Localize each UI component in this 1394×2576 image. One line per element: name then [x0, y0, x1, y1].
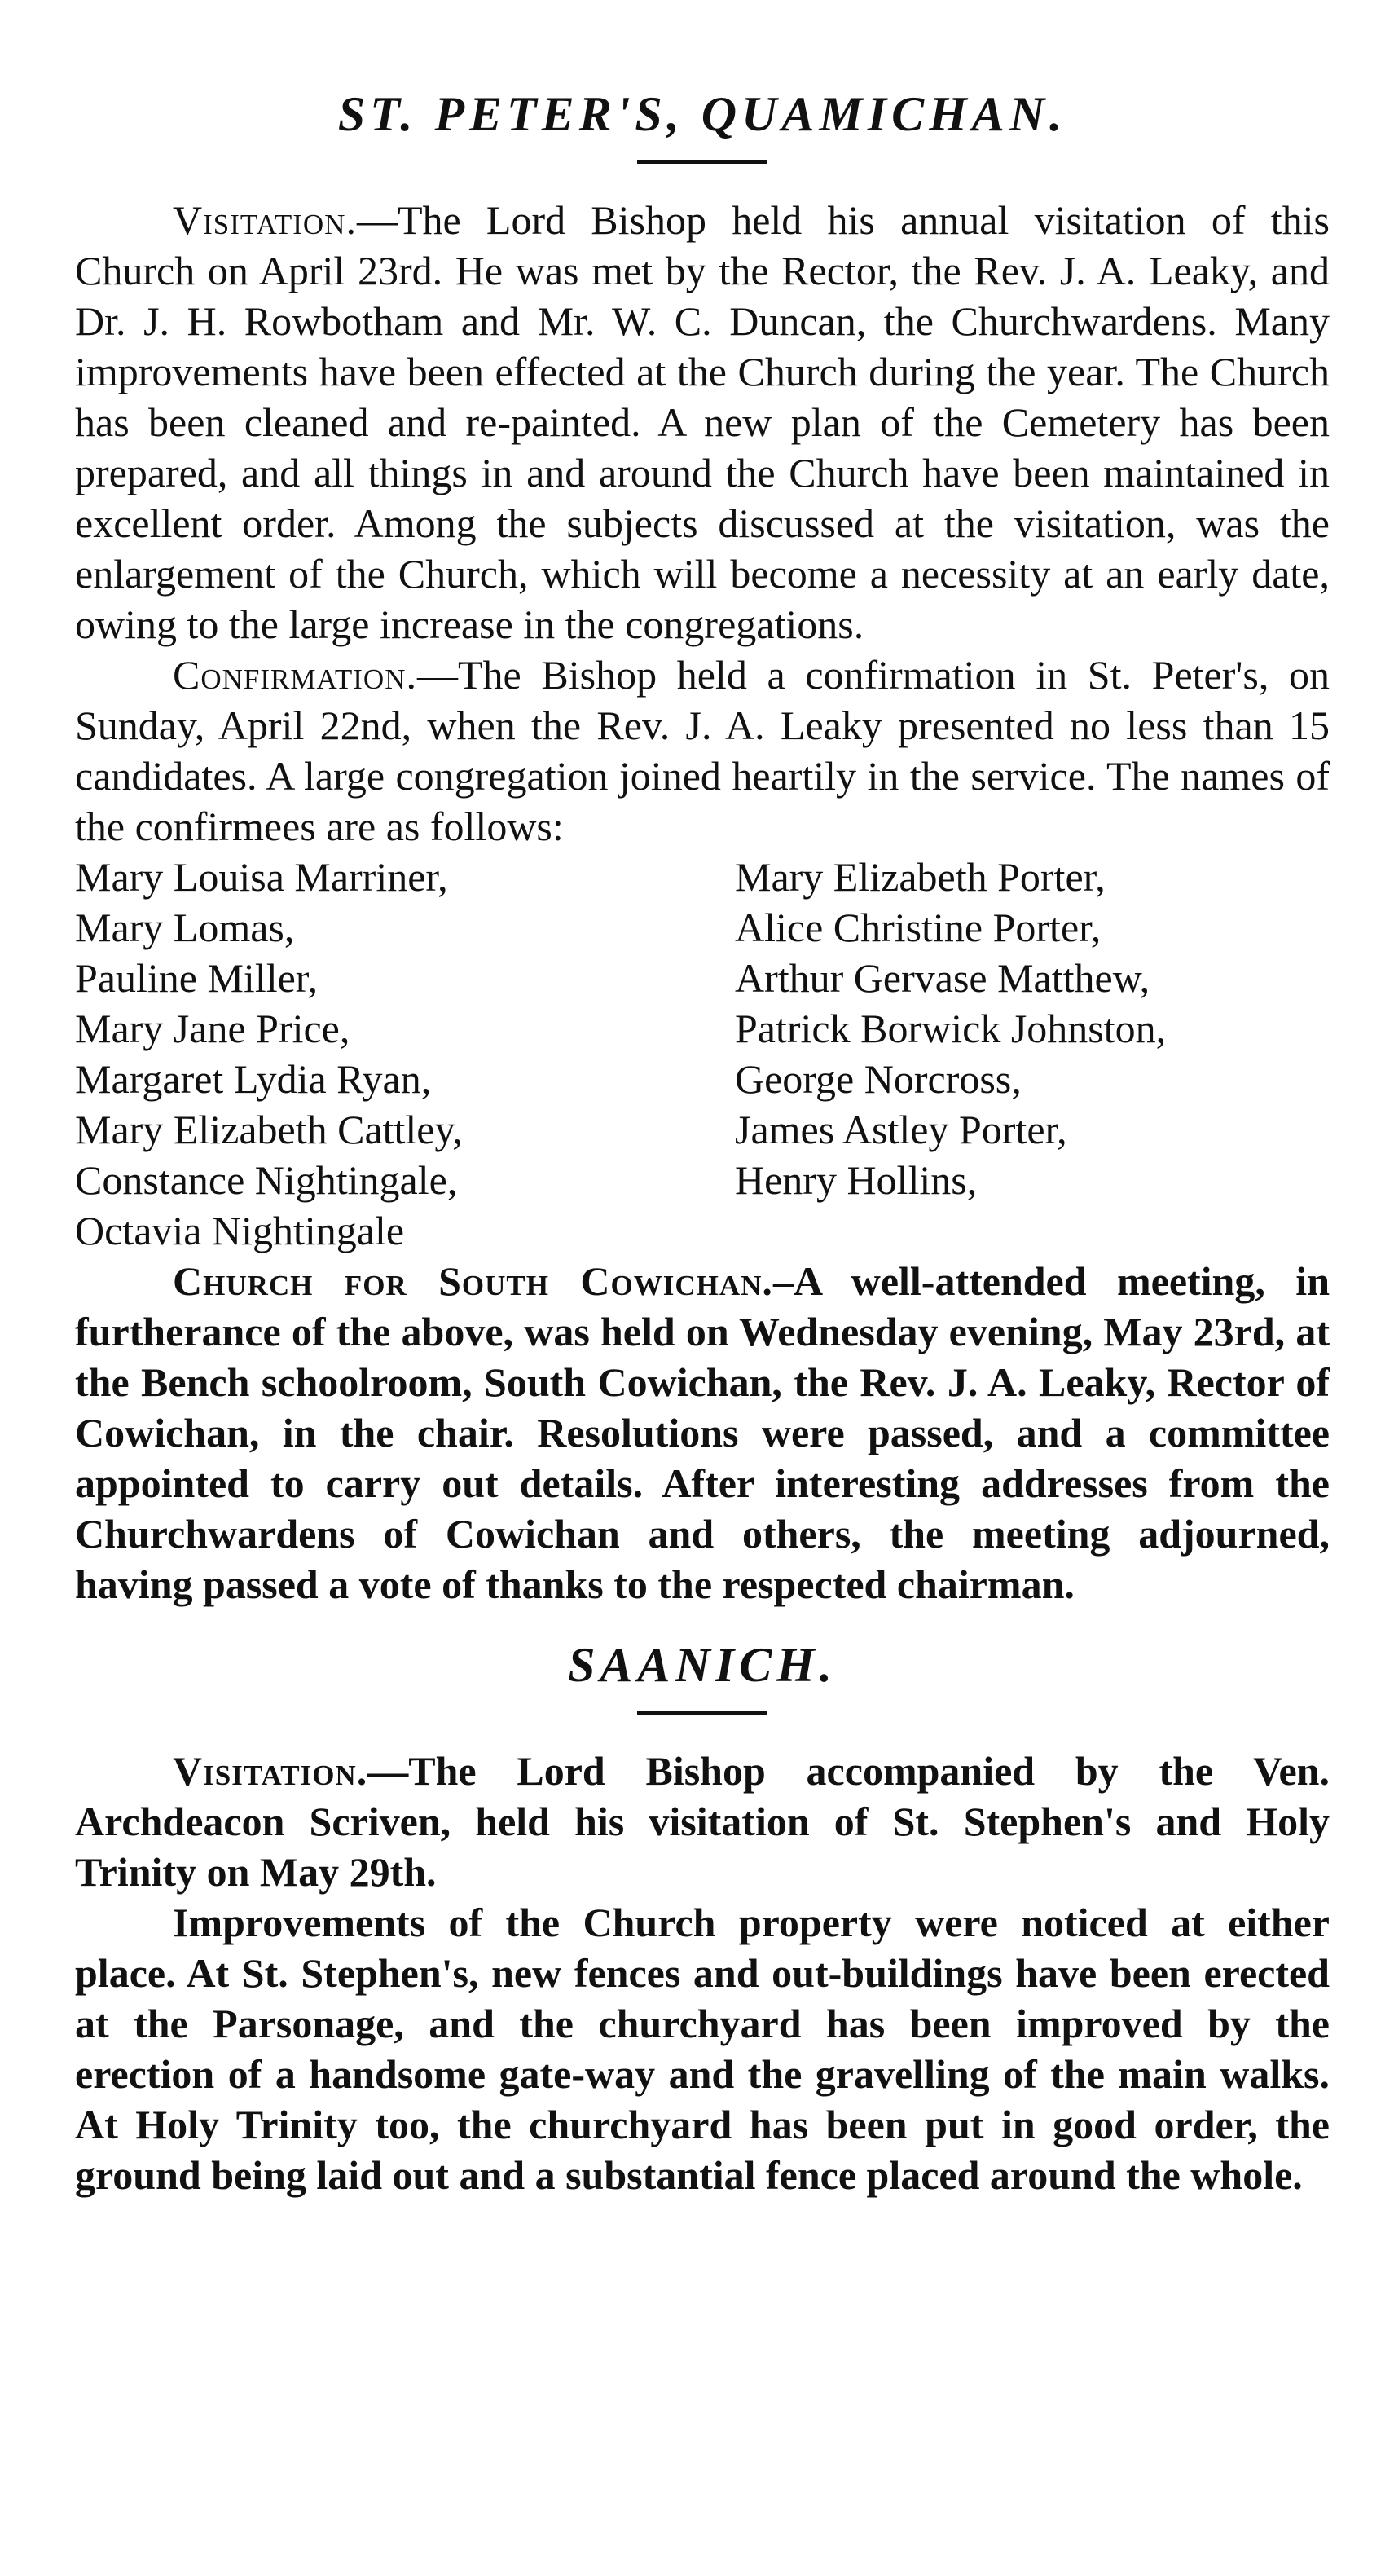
- visitation-text: —The Lord Bishop held his annual visitation of this Church on April 23rd. He was met by the Rector, the Rev. J. A. Leaky, and Dr. J. H. Rowbotham and Mr. W. C. Duncan, the Churchwardens. Many improvements have been effected at the Church during the year. The Church has been cleaned and re-painted. A new plan of the Cemetery has been prepared, and all things in and around the Church have been maintained in excellent order. Among the subjects discussed at the visitation, was the enlargement of the Church, which will become a necessity at an early date, owing to the large increase in the congregations.: [75, 197, 1330, 647]
- church-south-cowichan-paragraph: [75, 1256, 1330, 1609]
- visitation-lead: Visitation.: [173, 197, 357, 243]
- confirmee-name: Mary Jane Price,: [75, 1006, 350, 1051]
- church-south-cowichan-lead: Church for South Cowichan.: [173, 1258, 773, 1304]
- confirmee-name: George Norcross,: [735, 1056, 1022, 1102]
- confirmee-name: Mary Louisa Marriner,: [75, 854, 448, 900]
- confirmation-lead: Confirmation.: [173, 652, 417, 698]
- confirmee-name: Constance Nightingale,: [75, 1157, 458, 1203]
- confirmee-name: Alice Christine Porter,: [735, 905, 1102, 950]
- confirmee-name: Octavia Nightingale: [75, 1208, 405, 1253]
- section-heading-st-peters: ST. PETER'S, QUAMICHAN.: [337, 87, 1067, 141]
- confirmees-column-right: [735, 852, 1330, 1256]
- heading-rule: [637, 160, 767, 164]
- section-gap: [75, 1609, 1330, 1640]
- section-heading-saanich: SAANICH.: [568, 1638, 837, 1692]
- confirmation-paragraph: [75, 650, 1330, 852]
- newspaper-column: [75, 87, 1330, 2200]
- church-south-cowichan-text: –A well-attended meeting, in furtherance of the above, was held on Wednesday evening, May 23rd, at the Bench schoolroom, South Cowichan, the Rev. J. A. Leaky, Rector of Cowichan, in the chair. Resolutions were passed, and a committee appointed to carry out details. After interesting addresses from the Churchwardens of Cowichan and others, the meeting adjourned, having passed a vote of thanks to the respected chairman.: [75, 1258, 1330, 1607]
- confirmee-name: Mary Elizabeth Porter,: [735, 854, 1106, 900]
- saanich-visitation-paragraph: [75, 1746, 1330, 1897]
- confirmee-name: Arthur Gervase Matthew,: [735, 955, 1150, 1001]
- confirmee-name: James Astley Porter,: [735, 1107, 1067, 1152]
- confirmee-name: Henry Hollins,: [735, 1157, 978, 1203]
- confirmee-name: Mary Elizabeth Cattley,: [75, 1107, 463, 1152]
- confirmation-text: —The Bishop held a confirmation in St. Peter's, on Sunday, April 22nd, when the Rev. J. A. Leaky presented no less than 15 candidates. A large congregation joined heartily in the service. The names of the confirmees are as follows:: [75, 652, 1330, 849]
- heading-rule: [637, 1711, 767, 1715]
- confirmees-column-left: [75, 852, 735, 1256]
- confirmee-name: Mary Lomas,: [75, 905, 295, 950]
- saanich-visitation-lead: Visitation.: [173, 1748, 368, 1794]
- saanich-improvements-paragraph: Improvements of the Church property were noticed at either place. At St. Stephen's, new fences and out-buildings have been erected at the Parsonage, and the churchyard has been improved by the erection of a handsome gate-way and the gravelling of the main walks. At Holy Trinity too, the churchyard has been put in good order, the ground being laid out and a substantial fence placed around the whole.: [75, 1900, 1330, 2198]
- visitation-paragraph: [75, 195, 1330, 650]
- confirmee-name: Pauline Miller,: [75, 955, 318, 1001]
- confirmees-list: [75, 852, 1330, 1256]
- saanich-visitation-text: —The Lord Bishop accompanied by the Ven. Archdeacon Scriven, held his visitation of St. Stephen's and Holy Trinity on May 29th.: [75, 1748, 1330, 1895]
- confirmee-name: Patrick Borwick Johnston,: [735, 1006, 1167, 1051]
- confirmee-name: Margaret Lydia Ryan,: [75, 1056, 432, 1102]
